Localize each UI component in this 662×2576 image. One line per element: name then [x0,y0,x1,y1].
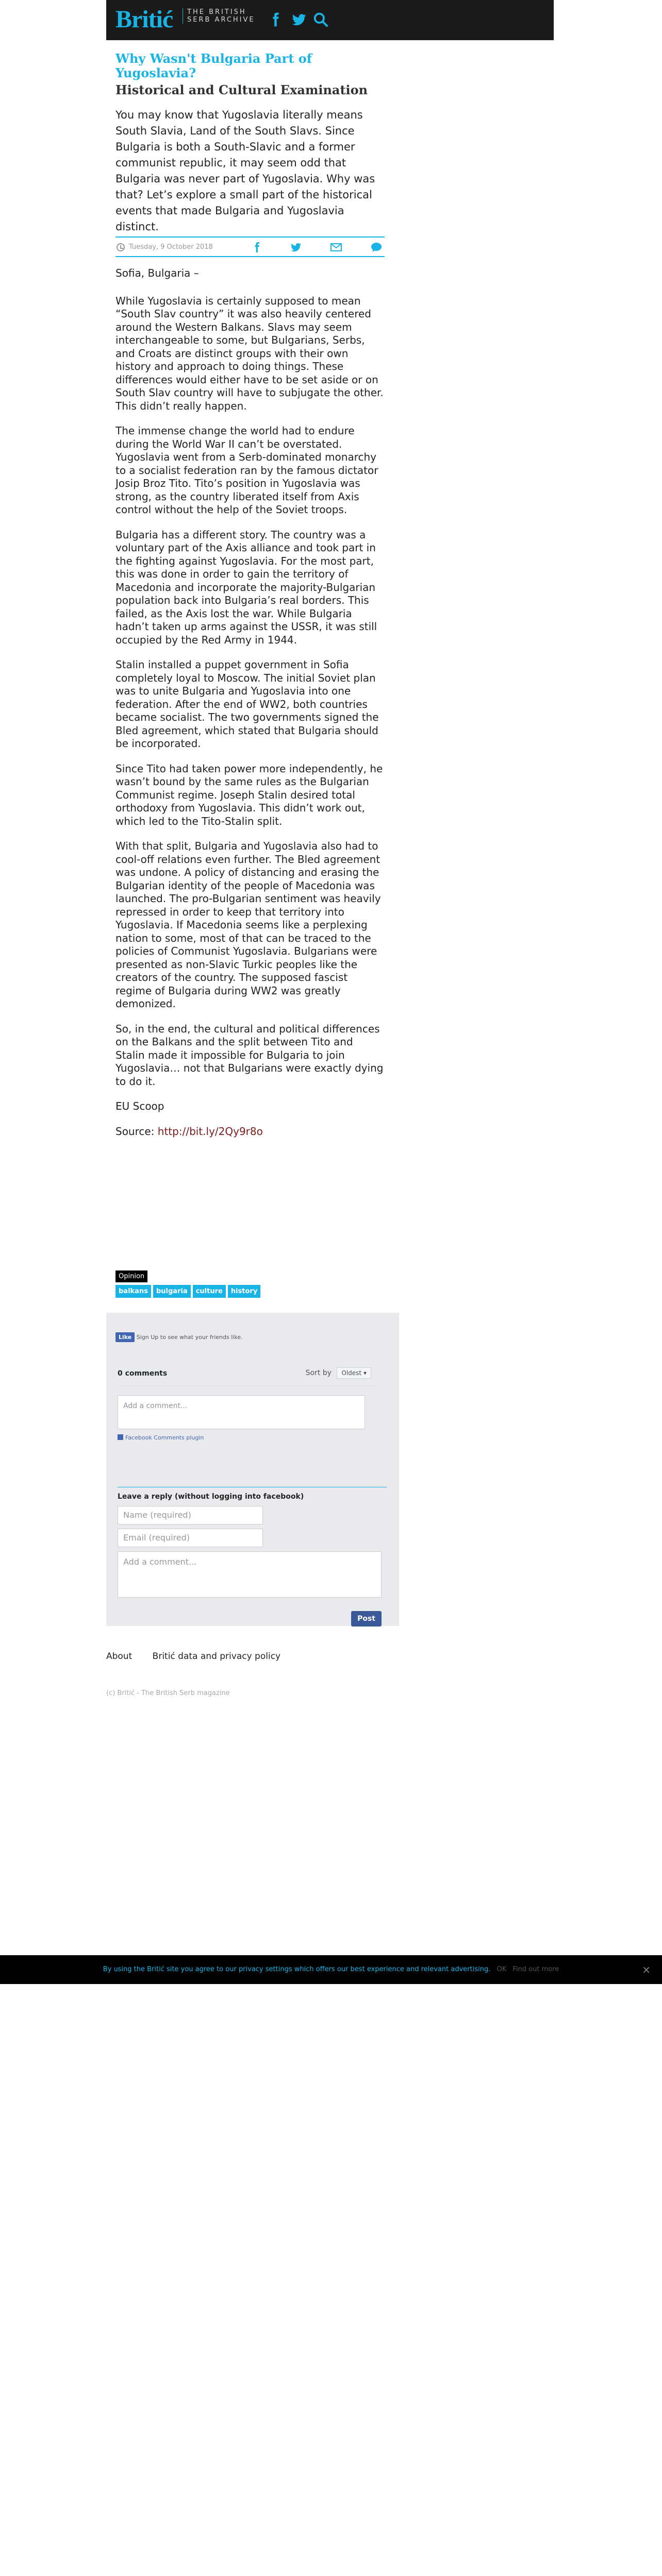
article-lede: You may know that Yugoslavia literally means South Slavia, Land of the South Slavs. Since Bulgaria is both a South-Slavic and a former communist republic, it may seem odd that Bulgaria was never part of Yugoslavia. Why was that? Let’s explore a small part of the historical events that made Bulgaria and Yugoslavia distinct. [115,109,375,233]
comment-icon[interactable] [370,241,383,253]
copyright: (c) Britić - The British Serb magazine [106,1689,230,1697]
twitter-share-icon[interactable] [290,241,302,253]
comment-count: 0 comments [118,1369,168,1378]
sort-value: Oldest [341,1369,362,1377]
article-subtitle: Historical and Cultural Examination [115,82,368,97]
cookie-more-link[interactable]: Find out more [512,1965,559,1973]
site-header [106,0,554,40]
article-header [115,52,385,235]
facebook-share-icon[interactable] [251,241,263,253]
facebook-icon[interactable] [267,10,284,29]
facebook-logo-icon [118,1434,123,1440]
tag-list [115,1285,385,1298]
site-logo[interactable]: Britić [115,6,173,33]
source-label: Source: [115,1125,158,1138]
plugin-label: Facebook Comments plugin [125,1434,204,1441]
close-icon[interactable]: × [642,1963,651,1976]
share-bar [115,236,385,257]
sort-select[interactable] [337,1367,371,1379]
category-badge[interactable]: Opinion [115,1270,147,1282]
facebook-comment-input[interactable]: Add a comment... [118,1395,365,1429]
cookie-ok-button[interactable]: OK [496,1965,507,1973]
article-title: Why Wasn't Bulgaria Part of Yugoslavia? [115,51,312,80]
chevron-down-icon: ▾ [363,1369,367,1377]
search-icon[interactable] [312,10,329,29]
article-paragraph: The immense change the world had to endure during the World War II can’t be overstated. Yugoslavia went from a Serb-dominated monarchy to a socialist federation ran by the famous dictator Josip Broz Tito. Tito’s position in Yugoslavia was strong, as the country liberated itself from Axis control without the help of the Soviet troops. [115,425,378,516]
comment-textarea[interactable]: Add a comment... [118,1551,382,1598]
cookie-message [0,1965,662,1973]
article-paragraph: So, in the end, the cultural and political differences on the Balkans and the split between Tito and Stalin made it impossible for Bulgaria to join Yugoslavia… not that Bulgarians were exactly dying to do it. [115,1022,384,1088]
sort-control [306,1367,371,1379]
sort-label: Sort by [305,1369,332,1377]
like-text: Sign Up to see what your friends like. [136,1334,243,1341]
article-paragraph: With that split, Bulgaria and Yugoslavia also had to cool-off relations even further. The Bled agreement was undone. A policy of distancing and erasing the Bulgarian identity of the people of Macedonia was launched. The pro-Bulgarian sentiment was heavily repressed in order to keep that territory into Yugoslavia. If Macedonia seems like a perplexing nation to some, most of that can be traced to the policies of Communist Yugoslavia. Bulgarians were presented as non-Slavic Turkic peoples like the creators of the country. The supposed fascist regime of Bulgaria during WW2 was greatly demonized. [115,840,381,1010]
footer-link-about[interactable]: About [106,1651,133,1662]
article-credit: EU Scoop [115,1100,164,1112]
reply-heading: Leave a reply (without logging into facebook) [118,1493,304,1501]
source-link[interactable]: http://bit.ly/2Qy9r8o [157,1125,263,1138]
article-paragraph: Bulgaria has a different story. The country was a voluntary part of the Axis alliance and took part in the fighting against Yugoslavia. For the most part, this was done in order to gain the territory of Macedonia and incorporate the majority-Bulgarian population back into Bulgaria’s real borders. This failed, as the Axis lost the war. While Bulgaria hadn’t taken up arms against the USSR, it was still occupied by the Red Army in 1944. [115,528,377,646]
clock-icon [117,243,125,251]
twitter-icon[interactable] [291,10,307,29]
like-button[interactable]: Like [115,1332,135,1342]
tag-bulgaria[interactable]: bulgaria [153,1285,191,1298]
post-button[interactable]: Post [351,1611,382,1626]
footer-nav [106,1651,298,1662]
article-dateline: Sofia, Bulgaria – [115,267,199,279]
publish-date: Tuesday, 9 October 2018 [129,243,213,251]
email-share-icon[interactable] [330,241,342,253]
footer-link-privacy[interactable]: Britić data and privacy policy [152,1651,281,1662]
email-field[interactable]: Email (required) [118,1529,263,1547]
tag-culture[interactable]: culture [193,1285,226,1298]
cookie-banner [0,1955,662,1984]
article-paragraph: While Yugoslavia is certainly supposed to mean “South Slav country” it was also heavily centered around the Western Balkans. Slavs may seem interchangeable to some, but Bulgarians, Serbs, and Croats are distinct groups with their own history and approach to doing things. These differences would either have to be set aside or on South Slav country will have to subjugate the other. This didn’t really happen. [115,294,384,412]
tag-history[interactable]: history [228,1285,260,1298]
facebook-like-widget [115,1332,243,1342]
facebook-plugin-link[interactable] [118,1434,204,1441]
article-tags [115,1270,385,1298]
tag-balkans[interactable]: balkans [115,1285,151,1298]
cookie-text: By using the Britić site you agree to our privacy settings which offers our best experience and relevant advertising. [103,1965,491,1973]
article-paragraph: Stalin installed a puppet government in Sofia completely loyal to Moscow. The initial Soviet plan was to unite Bulgaria and Yugoslavia into one federation. After the end of WW2, both countries became socialist. The two governments signed the Bled agreement, which stated that Bulgaria should be incorporated. [115,658,379,750]
site-tagline: THE BRITISH SERB ARCHIVE [183,8,260,24]
reply-form [118,1487,387,1623]
comments-section [106,1313,399,1626]
name-field[interactable]: Name (required) [118,1506,263,1524]
article-source [115,1125,385,1139]
article-paragraph: Since Tito had taken power more independently, he wasn’t bound by the same rules as the Bulgarian Communist regime. Joseph Stalin desired total orthodoxy from Yugoslavia. This didn’t work out, which led to the Tito-Stalin split. [115,762,383,827]
article-body [115,267,385,1150]
